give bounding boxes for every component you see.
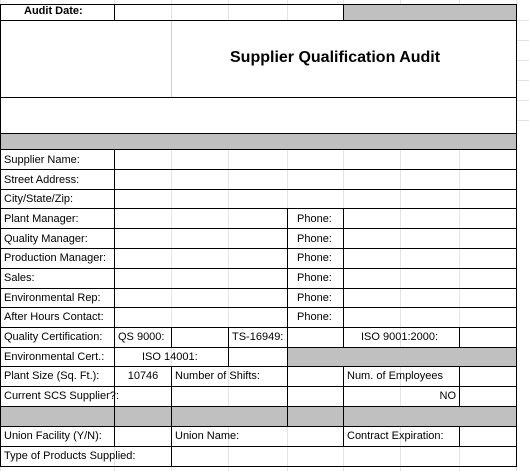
iso9001-input[interactable] [460, 328, 516, 347]
label-type-of-products: Type of Products Supplied: [4, 450, 136, 462]
plant-size-value[interactable]: 10746 [127, 370, 159, 382]
page-title: Supplier Qualification Audit [230, 49, 441, 66]
after-hours-contact-input[interactable] [115, 308, 287, 327]
city-state-zip-input[interactable] [115, 190, 516, 208]
label-phone-3: Phone: [297, 252, 332, 264]
union-name-input[interactable] [229, 427, 343, 446]
label-quality-certification: Quality Certification: [4, 331, 103, 343]
label-phone-6: Phone: [297, 311, 332, 323]
phone-input-6[interactable] [344, 308, 516, 327]
label-after-hours-contact: After Hours Contact: [4, 311, 104, 323]
header-gray-band [344, 5, 516, 20]
separator-gray-band [1, 406, 516, 426]
section-gray-band [1, 134, 516, 149]
label-production-manager: Production Manager: [4, 252, 107, 264]
quality-manager-input[interactable] [115, 229, 287, 248]
label-iso14001: ISO 14001: [142, 351, 198, 363]
label-number-of-shifts: Number of Shifts: [175, 370, 260, 382]
label-street-address: Street Address: [4, 174, 80, 186]
label-union-facility: Union Facility (Y/N): [4, 430, 102, 442]
supplier-name-input[interactable] [115, 150, 516, 169]
phone-input-2[interactable] [344, 229, 516, 248]
current-scs-value[interactable]: NO [439, 390, 456, 402]
label-sales: Sales: [4, 272, 35, 284]
audit-date-input[interactable] [115, 5, 343, 20]
production-manager-input[interactable] [115, 249, 287, 268]
label-qs9000: QS 9000: [118, 331, 165, 343]
env-cert-gray-band [288, 348, 516, 366]
num-employees-input[interactable] [460, 367, 516, 386]
street-address-input[interactable] [115, 170, 516, 189]
sales-input[interactable] [115, 269, 287, 288]
label-phone-2: Phone: [297, 233, 332, 245]
number-of-shifts-input[interactable] [288, 367, 343, 386]
qs9000-input[interactable] [172, 328, 228, 347]
phone-input-1[interactable] [344, 209, 516, 228]
label-union-name: Union Name: [175, 430, 240, 442]
label-city-state-zip: City/State/Zip: [4, 193, 74, 205]
label-plant-manager: Plant Manager: [4, 213, 79, 225]
label-current-scs-supplier: Current SCS Supplier?: [4, 390, 119, 402]
contract-expiration-input[interactable] [460, 427, 516, 446]
phone-input-3[interactable] [344, 249, 516, 268]
label-phone-4: Phone: [297, 272, 332, 284]
label-environmental-cert: Environmental Cert.: [4, 351, 105, 363]
iso14001-input[interactable] [229, 348, 287, 366]
label-contract-expiration: Contract Expiration: [347, 430, 444, 442]
union-facility-input[interactable] [115, 427, 171, 446]
label-plant-size: Plant Size (Sq. Ft.): [4, 370, 100, 382]
phone-input-5[interactable] [344, 289, 516, 307]
plant-manager-input[interactable] [115, 209, 287, 228]
label-phone-1: Phone: [297, 213, 332, 225]
label-iso9001: ISO 9001:2000: [361, 331, 439, 343]
label-supplier-name: Supplier Name: [4, 154, 80, 166]
type-of-products-input[interactable] [172, 447, 516, 466]
environmental-rep-input[interactable] [115, 289, 287, 307]
phone-input-4[interactable] [344, 269, 516, 288]
audit-date-label: Audit Date: [24, 5, 83, 17]
label-environmental-rep: Environmental Rep: [4, 292, 101, 304]
ts16949-input[interactable] [288, 328, 343, 347]
label-phone-5: Phone: [297, 292, 332, 304]
label-quality-manager: Quality Manager: [4, 233, 88, 245]
label-ts16949: TS-16949: [232, 331, 284, 343]
label-num-employees: Num. of Employees [347, 370, 443, 382]
